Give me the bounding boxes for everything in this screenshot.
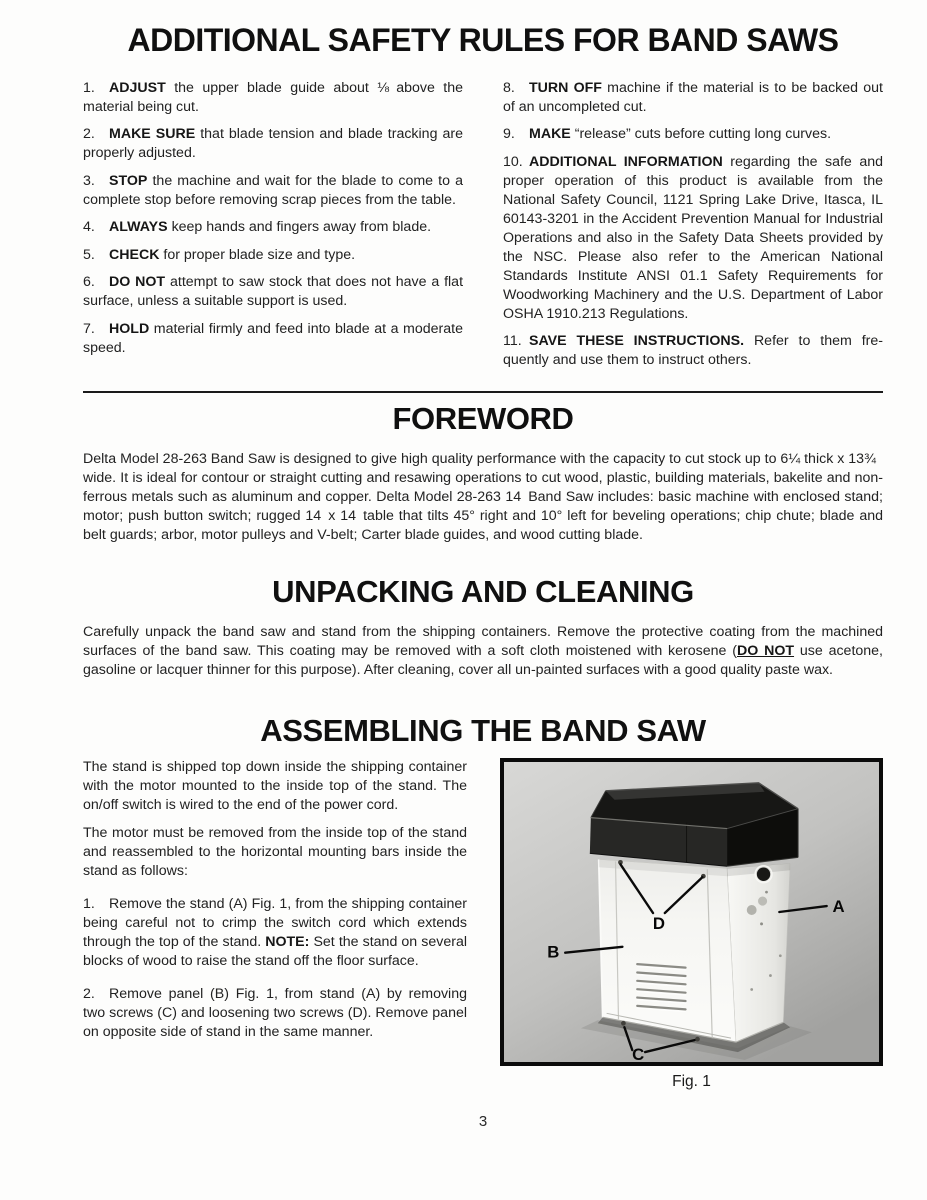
manual-page [83, 0, 883, 1130]
rule-keyword: ADDITIONAL INFORMATION [529, 153, 723, 170]
page-number: 3 [478, 1113, 488, 1131]
unpacking-title: UNPACKING AND CLEANING [272, 574, 694, 610]
stand-body [599, 860, 790, 1043]
rule-number: 6. [83, 274, 95, 291]
assembling-title: ASSEMBLING THE BAND SAW [260, 712, 706, 748]
rule-number: 7. [83, 320, 95, 337]
rule-keyword: MAKE SURE [109, 126, 196, 143]
assembling-step-2 [83, 985, 467, 1042]
page-title: ADDITIONAL SAFETY RULES FOR BAND SAWS [127, 22, 839, 58]
safety-rule-8 [503, 79, 883, 117]
section-divider [83, 391, 883, 393]
assembling-paragraph-1: The stand is shipped top down inside the shipping container with the motor mounted to the inside top of the stand. The on/off switch is wired to the end of the power cord. [83, 759, 467, 814]
safety-rules-right-column [503, 79, 883, 379]
rule-text: Refer to them frequently and use them to instruct others. [503, 333, 883, 369]
rule-keyword: SAVE THESE INSTRUCTIONS. [529, 333, 745, 350]
assembling-step-1 [83, 895, 467, 971]
rule-number: 2. [83, 126, 95, 143]
note-keyword: NOTE: [265, 934, 310, 951]
figure-label-a: A [832, 897, 845, 917]
safety-rule-4 [83, 218, 463, 237]
stand-top-collar [590, 783, 798, 866]
rule-text: that blade tension and blade tracking are properly adjusted. [83, 126, 463, 162]
safety-rules-columns [83, 79, 883, 379]
rule-number: 1. [83, 79, 95, 96]
rule-text: for proper blade size and type. [163, 246, 356, 263]
step-number: 1. [83, 896, 95, 913]
step-text: Remove panel (B) Fig. 1, from stand (A) by removing two screws (C) and loosening two screws (D). Remove panel on opposite side of stand in the same manner. [83, 986, 467, 1041]
safety-rule-5 [83, 246, 463, 265]
safety-rule-10 [503, 153, 883, 324]
unpacking-text-post: use acetone, gasoline or lacquer thinner for this purpose). After cleaning, cover all un-painted surfaces with a good quality paste wax. [83, 642, 884, 678]
rule-keyword: CHECK [109, 246, 160, 263]
rule-number: 5. [83, 246, 95, 263]
safety-rule-9 [503, 125, 883, 144]
rule-keyword: HOLD [109, 320, 150, 337]
safety-rules-left-column [83, 79, 463, 379]
rule-keyword: STOP [109, 172, 148, 189]
figure-label-b: B [547, 942, 560, 962]
figure-1-photo-frame [500, 758, 883, 1066]
rule-number: 10. [503, 153, 523, 170]
safety-rule-6 [83, 273, 463, 311]
rule-keyword: ALWAYS [109, 219, 168, 236]
foreword-title: FOREWORD [392, 400, 574, 436]
figure-label-c: C [632, 1045, 645, 1063]
step-text: Remove the stand (A) Fig. 1, from the shipping container being careful not to crimp the switch cord which extends through the top of the stand. [83, 896, 467, 951]
safety-rule-11 [503, 332, 883, 370]
unpacking-paragraph [83, 623, 883, 680]
unpacking-text-pre: Carefully unpack the band saw and stand from the shipping containers. Remove the protective coating from the machined surfaces of the band saw. This coating may be removed with a soft cloth moistened with kerosene ( [83, 623, 883, 659]
safety-rule-7 [83, 320, 463, 358]
rule-text: the upper blade guide about ⅛ above the material being cut. [83, 79, 463, 115]
stand-photo-illustration [504, 762, 879, 1062]
safety-rule-2 [83, 125, 463, 163]
do-not-emphasis: DO NOT [736, 642, 795, 659]
rule-text: machine if the material is to be backed out of an uncompleted cut. [503, 79, 883, 115]
rule-number: 8. [503, 79, 515, 96]
assembling-paragraph-2: The motor must be removed from the inside top of the stand and reassembled to the horizontal mounting bars inside the stand as follows: [83, 825, 467, 880]
figure-column [500, 758, 883, 1091]
rule-text: material firmly and feed into blade at a moderate speed. [83, 320, 463, 356]
rule-keyword: TURN OFF [529, 79, 602, 96]
rule-text: “release” cuts before cutting long curves. [574, 126, 832, 143]
safety-rule-3 [83, 172, 463, 210]
rule-number: 11. [503, 333, 522, 350]
rule-number: 4. [83, 219, 95, 236]
rule-text: regarding the safe and proper operation of this product is available from the National Safety Council, 1121 Spring Lake Drive, Itasca, IL 60143-3201 in the Accident Prevention Manual for Industrial Operations and also in the Safety Data Sheets provided by the NSC. Please also refer to the American National Standards Institute ANSI 01.1 Safety Requirements for Woodworking Machinery and the U.S. Department of Labor OSHA 1910.213 Regulations. [503, 153, 883, 322]
rule-keyword: DO NOT [109, 274, 166, 291]
assembling-columns [83, 758, 883, 1091]
figure-label-d: D [652, 914, 665, 934]
rule-text: attempt to saw stock that does not have a flat surface, unless a suitable support is used. [83, 274, 464, 310]
step-text: Set the stand on several blocks of wood to raise the stand off the floor surface. [83, 934, 467, 970]
assembling-text-column [83, 758, 467, 1091]
rule-number: 3. [83, 172, 95, 189]
rule-number: 9. [503, 126, 515, 143]
foreword-paragraph: Delta Model 28-263 Band Saw is designed to give high quality performance with the capacity to cut stock up to 6¼ thick x 13¾ wide. It is ideal for contour or straight cutting and resawing operations to cut wood, plastic, building materials, bakelite and non-ferrous metals such as aluminum and copper. Delta Model 28-263 14 Band Saw includes: basic machine with enclosed stand; motor; push button switch; rugged 14 x 14 table that tilts 45° right and 10° left for beveling operations; chip chute; blade and belt guards; arbor, motor pulleys and V-belt; Carter blade guides, and wood cutting blade. [83, 451, 883, 544]
step-number: 2. [83, 986, 95, 1003]
safety-rule-1 [83, 79, 463, 117]
rule-keyword: MAKE [529, 126, 571, 143]
rule-keyword: ADJUST [109, 79, 166, 96]
rule-text: the machine and wait for the blade to come to a complete stop before removing scrap pieces from the table. [83, 172, 463, 208]
figure-caption: Fig. 1 [672, 1073, 711, 1091]
rule-text: keep hands and fingers away from blade. [171, 219, 432, 236]
